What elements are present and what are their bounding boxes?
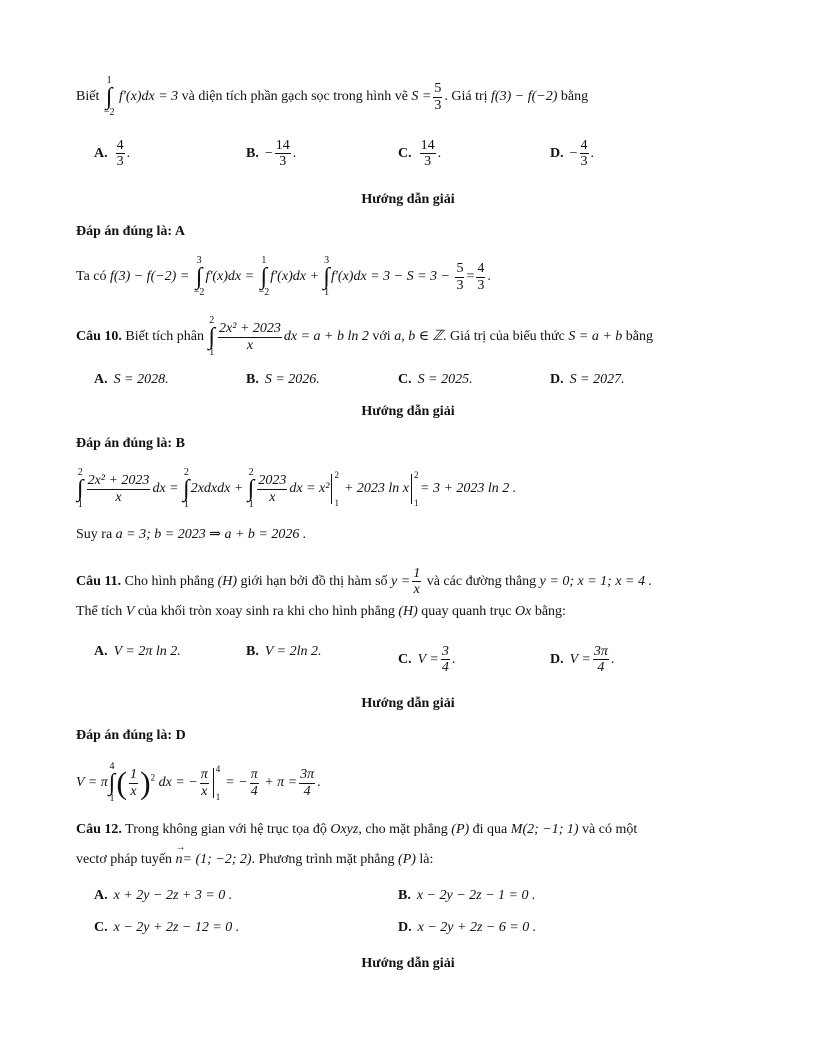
fraction: $\frac{5}{3}$: [434, 81, 442, 113]
option-a[interactable]: A. S = 2028.: [94, 372, 169, 387]
q12-question-line2: vectơ pháp tuyến → n= (1; −2; 2). Phương trình mặt phẳng (P) là:: [76, 852, 756, 868]
q11-solution: V = π4 ∫ 1( $\frac{1}{x}$ )$^2$ dx = − $\frac{\pi}{x}$ 4 1 = − $\frac{\pi}{4}$ + π = $\frac{3\pi}{4}$ .: [76, 761, 321, 804]
option-d[interactable]: D. − $\frac{4}{3}$ .: [550, 138, 595, 170]
option-d[interactable]: D. V = $\frac{3\pi}{4}$ .: [550, 644, 615, 676]
q9-question: Biết 1 ∫ −2 f′(x)dx = 3 và diện tích phần gạch sọc trong hình vẽ S = $\frac{5}{3}$ . Giá trị f(3) − f(−2) bằng: [76, 75, 589, 118]
option-d[interactable]: D. x − 2y + 2z − 6 = 0 .: [398, 920, 537, 935]
q10-conclusion: Suy ra a = 3; b = 2023 ⇒ a + b = 2026 .: [76, 527, 307, 542]
integral-sign: 1 ∫ −2: [103, 75, 115, 118]
guide-heading: Hướng dẫn giải: [361, 956, 455, 971]
option-a[interactable]: A. V = 2π ln 2.: [94, 644, 181, 659]
option-b[interactable]: B. − $\frac{14}{3}$ .: [246, 138, 297, 170]
option-b[interactable]: B. S = 2026.: [246, 372, 320, 387]
answer-line: Đáp án đúng là: D: [76, 728, 186, 743]
q11-question-line2: Thể tích V của khối tròn xoay sinh ra khi cho hình phẳng (H) quay quanh trục Ox bằng:: [76, 604, 566, 619]
option-c[interactable]: C. x − 2y + 2z − 12 = 0 .: [94, 920, 240, 935]
guide-heading: Hướng dẫn giải: [361, 192, 455, 207]
option-a[interactable]: A. x + 2y − 2z + 3 = 0 .: [94, 888, 233, 903]
option-b[interactable]: B. V = 2ln 2.: [246, 644, 322, 659]
option-c[interactable]: C. $\frac{14}{3}$ .: [398, 138, 442, 170]
q12-question: Câu 12. Trong không gian với hệ trục tọa độ Oxyz, cho mặt phẳng (P) đi qua M(2; −1; 1) và có một: [76, 822, 638, 837]
q10-question: Câu 10. Biết tích phân 2 ∫ 1 $\frac{\text{2x² + 2023}}{x}$ dx = a + b ln 2 với a, b ∈ ℤ. Giá trị của biểu thức S = a + b bằng: [76, 315, 653, 358]
option-a[interactable]: A. $\frac{4}{3}$ .: [94, 138, 131, 170]
guide-heading: Hướng dẫn giải: [361, 404, 455, 419]
option-b[interactable]: B. x − 2y − 2z − 1 = 0 .: [398, 888, 536, 903]
vector-n: → n: [176, 852, 183, 868]
q10-solution: 2 ∫ 1 $\frac{\text{2x² + 2023}}{x}$ dx = 2 ∫ 12xdxdx + 2 ∫ 1 $\frac{2023}{x}$ dx = x² 2 1 + 2023 ln x 2 1 = 3 + 2023 ln 2 .: [77, 467, 517, 510]
answer-line: Đáp án đúng là: A: [76, 224, 185, 239]
guide-heading: Hướng dẫn giải: [361, 696, 455, 711]
q9-solution: Ta có f(3) − f(−2) = 3 ∫ −2f′(x)dx = 1 ∫ −2f′(x)dx + 3 ∫ 1f′(x)dx = 3 − S = 3 − $\frac{5}{3}$ = $\frac{4}{3}$ .: [76, 255, 491, 298]
option-d[interactable]: D. S = 2027.: [550, 372, 625, 387]
option-c[interactable]: C. S = 2025.: [398, 372, 473, 387]
q11-question: Câu 11. Cho hình phẳng (H) giới hạn bởi đồ thị hàm số y = $\frac{1}{x}$ và các đường thẳng y = 0; x = 1; x = 4 .: [76, 566, 652, 598]
answer-line: Đáp án đúng là: B: [76, 436, 185, 451]
option-c[interactable]: C. V = $\frac{3}{4}$ .: [398, 644, 456, 676]
